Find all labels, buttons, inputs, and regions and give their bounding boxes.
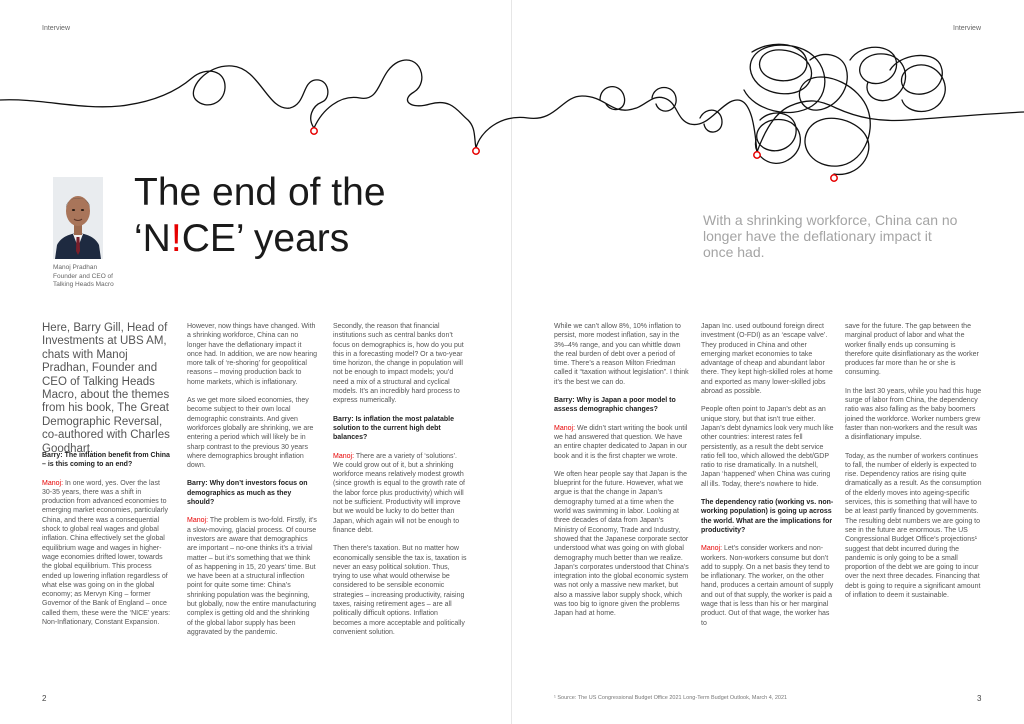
- body-paragraph: [187, 322, 317, 387]
- paragraph-text: We didn’t start writing the book until we had answered that question. We have an entire chapter dedicated to Japan in our book and it is the first chapter we wrote.: [554, 424, 688, 460]
- body-paragraph: [554, 322, 689, 387]
- body-paragraph: [333, 322, 467, 406]
- portrait-photo: [53, 177, 103, 259]
- text-column-5: [701, 322, 834, 637]
- text-column-4: [554, 322, 689, 628]
- intro-paragraph: Here, Barry Gill, Head of Investments at UBS AM, chats with Manoj Pradhan, Founder and CEO of Talking Heads Macro, about the themes from his book, The Great Demographic Reversal, co-authored with Charles Goodhart.: [42, 322, 170, 455]
- body-paragraph: [845, 387, 982, 443]
- body-paragraph: [845, 322, 982, 378]
- paragraph-text: The problem is two-fold. Firstly, it’s a slow-moving, glacial process. Of course investors are aware that demographics are important – no-one thinks it’s a trivial matter – but it’s something that we think of as happening in 15, 20 years’ time. But we have been at a structural inflection point for quite some time: China’s shrinking population was the beginning, but globally, now the entire manufacturing complex is getting old and the shrinking of the global labor supply has been aggravated by the pandemic.: [187, 517, 317, 636]
- portrait-role: Founder and CEO of Talking Heads Macro: [53, 272, 114, 289]
- page-number-right: 3: [977, 694, 982, 703]
- body-paragraph: [187, 516, 317, 637]
- body-paragraph: [187, 396, 317, 470]
- portrait-caption: [53, 264, 123, 290]
- paragraph-text: As we get more siloed economies, they become subject to their own local demographic constraints. And given workforces globally are shrinking, we are entering a period which will likely be in sharp contrast to the previous 30 years where demographics brought inflation down.: [187, 397, 314, 470]
- paragraph-text: save for the future. The gap between the marginal product of labor and what the worker finally ends up consuming is therefore quite disinflationary as the worker produces far more than he or she is consuming.: [845, 323, 979, 377]
- paragraph-text: However, now things have changed. With a shrinking workforce, China can no longer have the deflationary impact it once had. In addition, we are now hearing more talk of ‘re-shoring’ for geopolitical reasons – moving production back to home markets, which is inflationary.: [187, 323, 317, 386]
- header-right: Interview: [953, 25, 982, 32]
- body-paragraph: [554, 470, 689, 619]
- body-paragraph: [701, 322, 834, 396]
- question-heading: Barry: The inflation benefit from China – is this coming to an end?: [42, 452, 170, 469]
- speaker-name: Manoj:: [333, 452, 355, 460]
- body-paragraph: [701, 405, 834, 489]
- header-left: Interview: [42, 25, 71, 32]
- standfirst: With a shrinking workforce, China can no longer have the deflationary impact it once had.: [703, 212, 958, 260]
- text-column-1: [42, 451, 171, 636]
- title-exclamation-mark: !: [170, 217, 182, 260]
- body-paragraph: [42, 479, 171, 628]
- paragraph-text: People often point to Japan’s debt as an unique story, but that isn’t true either. Japan’s debt dynamics look very much like other countries: interest rates fell persistently, as a result the debt service ratio fell too, which allowed the debt/GDP ratio to rise dramatically. In a nutshell, Japan ‘happened’ when China was curing all ills. Today, there’s nowhere to hide.: [701, 406, 834, 488]
- page-number-left: 2: [42, 694, 47, 703]
- paragraph-text: There are a variety of ‘solutions’. We could grow out of it, but a shrinking workforce means relatively modest growth (since growth is equal to the growth rate of the labor force plus productivity) which will not be sufficient. Productivity will improve but we would be lucky to do better than Japan, which again will not be enough to finance debt.: [333, 452, 465, 534]
- title-line-2: ‘N!CE’ years: [134, 217, 350, 260]
- text-column-2: [187, 322, 317, 646]
- title-line-1: The end of the: [134, 171, 386, 214]
- body-paragraph: [554, 424, 689, 461]
- paragraph-text: In one word, yes. Over the last 30-35 years, there was a shift in production from advanced economies to emerging market economies, particularly China, and there was a consequential shock to global real wages and global inflation. China effectively set the global equilibrium wage and wages in higher-wage economies drifted lower, towards the global equilibrium. This process ended up lowering inflation regardless of what else was going on in the global economy; as Mervyn King – former Governor of the Bank of England – once called them, these were the ‘NICE’ years: Non-Inflationary, Constant Expansion.: [42, 479, 171, 627]
- body-paragraph: [333, 452, 467, 536]
- question-heading: Barry: Why is Japan a poor model to assess demographic changes?: [554, 397, 676, 414]
- text-column-3: [333, 322, 467, 646]
- text-column-6: [845, 322, 982, 609]
- question-heading: Barry: Why don’t investors focus on demographics as much as they should?: [187, 480, 308, 507]
- paragraph-text: Let’s consider workers and non-workers. Non-workers consume but don’t add to supply. On a net basis they tend to be inflationary. The worker, on the other hand, produces a certain amount of supply and out of that supply, the worker is paid a wage that is less than his or her marginal product. Out of that wage, the worker has to: [701, 545, 834, 627]
- paragraph-text: We often hear people say that Japan is the blueprint for the future. However, what we argue is that the change in Japan’s demography turned at a time when the world was swimming in labor. Looking at three decades of data from Japan’s Ministry of Economy, Trade and Industry, showed that the Japanese corporate sector understood what was going on with global demography much better than we realize. Japan’s corporates understood that China’s integration into the global economic system was not only a massive new market, but also a massive labor supply shock, which was too big to ignore given the problems Japan had at home.: [554, 470, 689, 618]
- speaker-name: Manoj:: [554, 424, 576, 432]
- question-heading: The dependency ratio (working vs. non-working population) is going up across the world. What are the implications for productivity?: [701, 499, 834, 534]
- question-heading: Barry: Is inflation the most palatable solution to the current high debt balances?: [333, 415, 454, 442]
- body-paragraph: [701, 544, 834, 628]
- paragraph-text: Today, as the number of workers continues to fall, the number of elderly is expected to rise. Dependency ratios are rising quite dramatically as a result. As the consumption of the elderly moves into ageing-specific services, this is something that will have to be at least partly financed by governments. The resulting debt numbers we are going to see in the future are enormous. The US Congressional Budget Office’s projections¹ suggest that debt incurred during the pandemic is only going to be a small proportion of the debt we are going to incur over the next three decades. Financing that debt is going to require a significant amount of inflation to deem it sustainable.: [845, 452, 982, 600]
- paragraph-text: Then there’s taxation. But no matter how economically sensible the tax is, taxation is never an easy political solution. Thus, trying to use what would otherwise be considered to be sensible economic strategies – increasing productivity, raising taxes, raising retirement ages – are all politically difficult options. Inflation becomes a more acceptable and politically convenient solution.: [333, 545, 467, 636]
- footnote: ¹ Source: The US Congressional Budget Office 2021 Long-Term Budget Outlook, March 4, 2021: [554, 695, 788, 701]
- paragraph-text: In the last 30 years, while you had this huge surge of labor from China, the dependency ratio was also falling as the baby boomers joined the workforce. Worker numbers grew faster than non-workers and the result was a disinflationary impulse.: [845, 387, 982, 442]
- speaker-name: Manoj:: [187, 517, 209, 525]
- body-paragraph: [333, 544, 467, 637]
- paragraph-text: Secondly, the reason that financial institutions such as central banks don’t focus on demographics is, how do you put this in a forecasting model? Or a two-year time horizon, the change in population will not be enough to impact models; you’d need a mix of a structural and cyclical models. It’s an incredibly hard process to express numerically.: [333, 323, 464, 405]
- speaker-name: Manoj:: [701, 545, 723, 553]
- portrait-name: Manoj Pradhan: [53, 264, 98, 271]
- paragraph-text: While we can’t allow 8%, 10% inflation to persist, more modest inflation, say in the 3%–4% range, and you can whittle down the real burden of debt over a period of time. There’s a reason Milton Friedman called it “taxation without legislation”. I think it’s the best we can do.: [554, 323, 689, 386]
- speaker-name: Manoj:: [42, 479, 64, 487]
- article-title: [134, 170, 386, 262]
- body-paragraph: [845, 452, 982, 601]
- paragraph-text: Japan Inc. used outbound foreign direct investment (O-FDI) as an ‘escape valve’. They produced in China and other emerging market economies to take advantage of cheap and abundant labor there. They kept high-skilled roles at home and exported as many lower-skilled jobs abroad as possible.: [701, 323, 833, 396]
